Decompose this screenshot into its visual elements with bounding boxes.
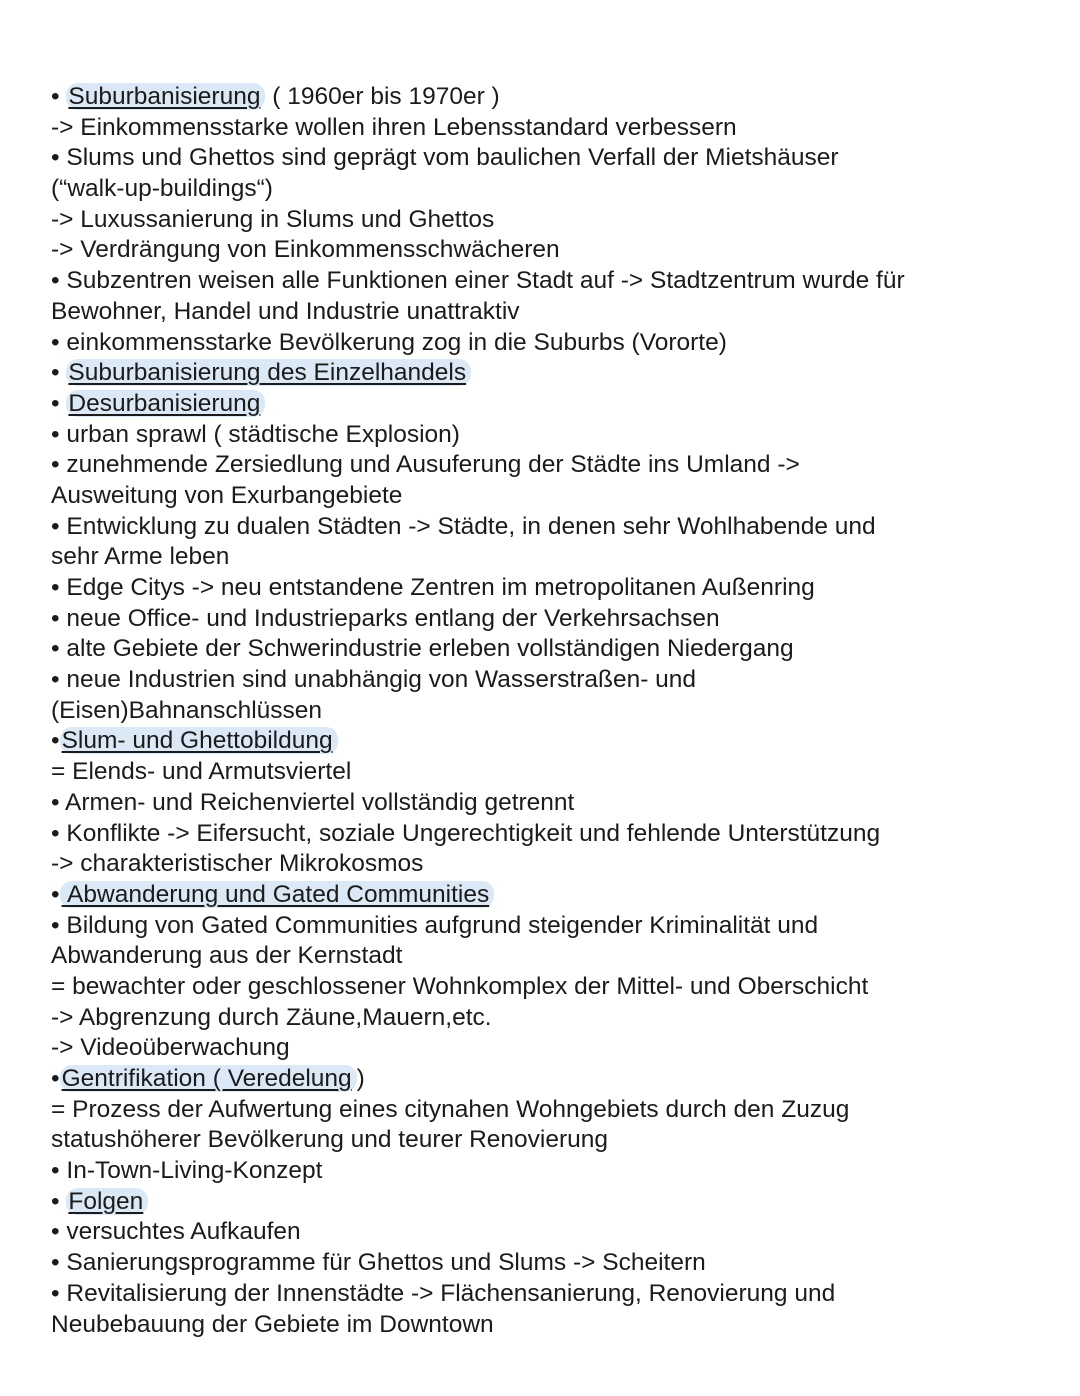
highlighted-heading: Abwanderung und Gated Communities [60, 881, 495, 908]
note-line [51, 573, 1051, 604]
line-text: • einkommensstarke Bevölkerung zog in die Suburbs (Vororte) [51, 328, 727, 356]
line-text: • Slums und Ghettos sind geprägt vom baulichen Verfall der Mietshäuser [51, 144, 839, 172]
line-text: • Sanierungsprogramme für Ghettos und Slums -> Scheitern [51, 1249, 706, 1277]
note-line [51, 849, 1051, 880]
note-line [51, 450, 1051, 481]
line-text: sehr Arme leben [51, 543, 230, 571]
note-line [51, 665, 1051, 696]
line-text: • zunehmende Zersiedlung und Ausuferung der Städte ins Umland -> [51, 451, 800, 479]
note-line [51, 757, 1051, 788]
note-line [51, 297, 1051, 328]
line-text: • Subzentren weisen alle Funktionen einer Stadt auf -> Stadtzentrum wurde für [51, 267, 905, 295]
line-text: • Revitalisierung der Innenstädte -> Flächensanierung, Renovierung und [51, 1279, 836, 1307]
line-text: • neue Office- und Industrieparks entlang der Verkehrsachsen [51, 604, 720, 632]
line-text: (“walk-up-buildings“) [51, 175, 273, 203]
note-line [51, 1156, 1051, 1187]
line-text: -> charakteristischer Mikrokosmos [51, 850, 424, 878]
line-text: Ausweitung von Exurbangebiete [51, 481, 403, 509]
line-text: • [51, 880, 60, 908]
line-text: = Prozess der Aufwertung eines citynahen Wohngebiets durch den Zuzug [51, 1095, 850, 1123]
note-line [51, 696, 1051, 727]
line-text: • Edge Citys -> neu entstandene Zentren im metropolitanen Außenring [51, 574, 815, 601]
line-text: • [51, 1065, 60, 1092]
line-text: • [51, 359, 67, 387]
note-line [51, 512, 1051, 543]
line-text: • Bildung von Gated Communities aufgrund steigender Kriminalität und [51, 911, 819, 939]
line-text: • neue Industrien sind unabhängig von Wasserstraßen- und [51, 666, 697, 694]
note-line [51, 542, 1051, 573]
note-line [51, 1248, 1051, 1279]
line-text: = bewachter oder geschlossener Wohnkomplex der Mittel- und Oberschicht [51, 972, 869, 1000]
note-line [51, 1003, 1051, 1034]
notes-page [51, 82, 1051, 1340]
line-text: -> Abgrenzung durch Zäune,Mauern,etc. [51, 1003, 492, 1031]
line-text: -> Videoüberwachung [51, 1034, 290, 1062]
note-line [51, 1125, 1051, 1156]
section-heading-line [51, 880, 1051, 911]
note-line [51, 174, 1051, 205]
section-heading-line [51, 726, 1051, 757]
line-text: • Entwicklung zu dualen Städten -> Städte, in denen sehr Wohlhabende und [51, 512, 876, 540]
section-heading-line [51, 358, 1051, 389]
line-text: statushöherer Bevölkerung und teurer Renovierung [51, 1126, 609, 1154]
note-line [51, 420, 1051, 451]
line-text: (Eisen)Bahnanschlüssen [51, 696, 323, 724]
note-line [51, 266, 1051, 297]
line-text: -> Verdrängung von Einkommensschwächeren [51, 236, 560, 264]
line-text: = Elends- und Armutsviertel [51, 758, 352, 786]
line-text: • [51, 83, 67, 110]
note-line [51, 1279, 1051, 1310]
highlighted-heading: Suburbanisierung [66, 83, 265, 110]
line-text: Neubebauung der Gebiete im Downtown [51, 1310, 494, 1338]
line-text: • urban sprawl ( städtische Explosion) [51, 420, 460, 448]
highlighted-heading: Suburbanisierung des Einzelhandels [66, 359, 471, 386]
note-line [51, 481, 1051, 512]
note-line [51, 205, 1051, 236]
section-heading-line [51, 1064, 1051, 1095]
line-text: Abwanderung aus der Kernstadt [51, 942, 403, 970]
highlighted-heading: Folgen [66, 1188, 148, 1215]
line-text: -> Einkommensstarke wollen ihren Lebensstandard verbessern [51, 113, 737, 141]
note-line [51, 911, 1051, 942]
line-text: • [51, 1187, 67, 1215]
note-line [51, 1310, 1051, 1341]
section-heading-line [51, 82, 1051, 113]
line-text: Bewohner, Handel und Industrie unattraktiv [51, 297, 520, 325]
note-line [51, 1033, 1051, 1064]
note-line [51, 143, 1051, 174]
highlighted-heading: Desurbanisierung [66, 390, 265, 417]
note-line [51, 328, 1051, 359]
section-heading-line [51, 389, 1051, 420]
line-suffix: ( 1960er bis 1970er ) [265, 83, 500, 110]
note-line [51, 819, 1051, 850]
line-text: -> Luxussanierung in Slums und Ghettos [51, 205, 495, 233]
line-text: • alte Gebiete der Schwerindustrie erleben vollständigen Niedergang [51, 635, 794, 663]
line-text: • [51, 727, 60, 755]
note-line [51, 604, 1051, 635]
note-line [51, 235, 1051, 266]
highlighted-heading: Slum- und Ghettobildung [60, 727, 338, 754]
note-line [51, 788, 1051, 819]
section-heading-line [51, 1187, 1051, 1218]
note-line [51, 972, 1051, 1003]
line-text: • Konflikte -> Eifersucht, soziale Ungerechtigkeit und fehlende Unterstützung [51, 819, 881, 847]
note-line [51, 1095, 1051, 1126]
line-suffix: ) [356, 1065, 365, 1092]
line-text: • [51, 389, 67, 417]
note-line [51, 113, 1051, 144]
line-text: • Armen- und Reichenviertel vollständig getrennt [51, 788, 575, 816]
highlighted-heading: Gentrifikation ( Veredelung [60, 1065, 357, 1092]
note-line [51, 634, 1051, 665]
note-line [51, 941, 1051, 972]
line-text: • In-Town-Living-Konzept [51, 1157, 323, 1185]
note-line [51, 1217, 1051, 1248]
line-text: • versuchtes Aufkaufen [51, 1218, 301, 1246]
